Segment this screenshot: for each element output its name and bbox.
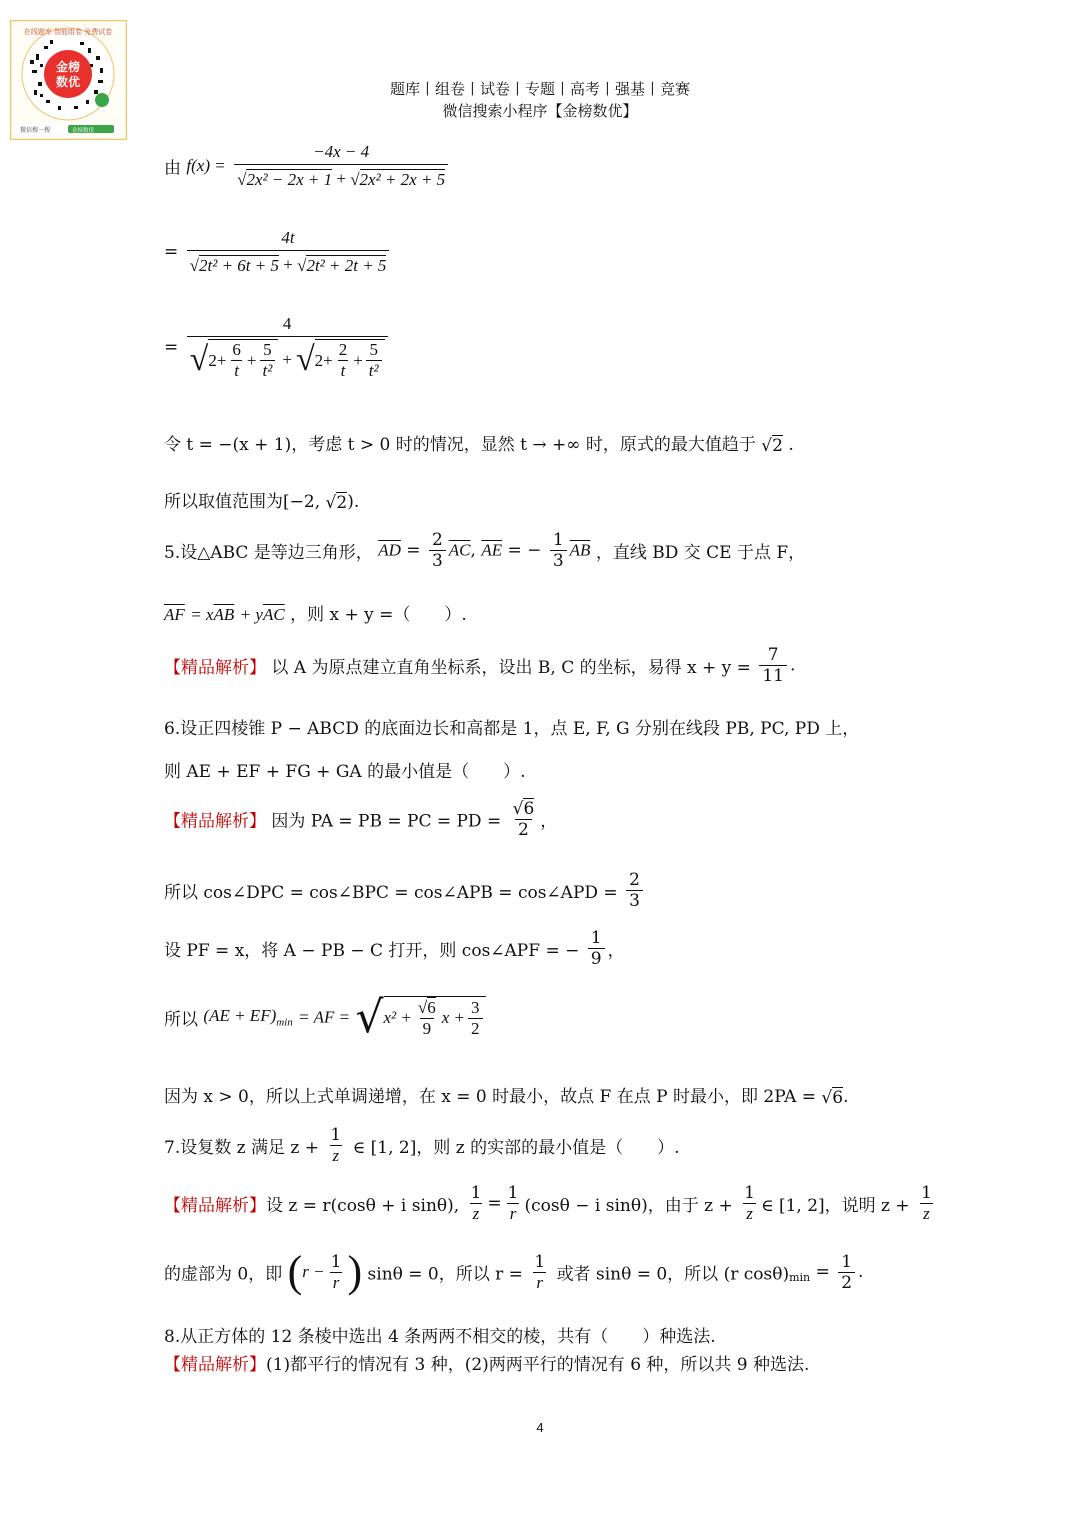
fraction: $\frac{4t}{\text{√2t² + 6t + 5 + √2t² + 2t + 5}}$ (187, 228, 390, 276)
answer-6-line5: 因为 x > 0，所以上式单调递增，在 x = 0 时最小，故点 F 在点 P 时最小，即 2PA = √6. (164, 1087, 849, 1108)
answer-5: 【精品解析】 以 A 为原点建立直角坐标系，设出 B, C 的坐标，易得 x + y = $\frac{7}{11}$ . (164, 645, 796, 686)
header-search-hint: 微信搜索小程序【金榜数优】 (442, 102, 638, 120)
question-5-line1: 5.设△ABC 是等边三角形， $\overline{AD}$ = $\frac{2}{3}$ $\overline{AC}$, $\overline{AE}$ = − $\frac{1}{3}$ $\overline{AB}$ ，直线 BD 交 CE 于点 F， (164, 530, 806, 571)
svg-text:金榜数优: 金榜数优 (72, 128, 95, 134)
answer-7-line1: 【精品解析】设 z = r(cosθ + i sinθ), $\frac{1}{z}$ = $\frac{1}{r}$ (cosθ − i sinθ)，由于 z + $\frac{1}{z}$ ∈ [1, 2]，说明 z + $\frac{1}{z}$ (164, 1183, 932, 1223)
page-number: 4 (536, 1420, 544, 1435)
header-categories: 题库丨组卷丨试卷丨专题丨高考丨强基丨竞赛 (389, 80, 690, 98)
answer-6-line4: 所以 $(AE + EF)_{min}$ = AF = √ x² + $\frac{√6}{9}$ x + $\frac{3}{2}$ (164, 992, 486, 1043)
text-range: 所以取值范围为[−2, √2). (164, 492, 360, 513)
formula-fx-3: = 4 √ 2 + $\frac{6}{t}$ + $\frac{5}{\text{t²}}$ + √ 2 + $\frac{2}{t}$ + $\frac{5}{\text{t²}}$ (164, 314, 391, 381)
svg-text:微信搜一搜: 微信搜一搜 (20, 127, 51, 134)
page-header (0, 78, 1080, 122)
svg-text:数优: 数优 (55, 75, 81, 89)
formula-fx-2: = $\frac{4t}{\text{√2t² + 6t + 5 + √2t² + 2t + 5}}$ (164, 228, 392, 276)
fraction: $\frac{-4x - 4}{\text{√2x² − 2x + 1 + √2x² + 2x + 5}}$ (234, 142, 448, 190)
question-5-line2: $\overline{AF} = x\overline{AB} + y\overline{AC}$ ，则 x + y =（ ）. (164, 605, 467, 625)
question-6-line1: 6.设正四棱锥 P − ABCD 的底面边长和高都是 1，点 E, F, G 分别在线段 PB, PC, PD 上， (164, 719, 860, 739)
answer-6-line1: 【精品解析】 因为 PA = PB = PC = PD = $\frac{√6}{2}$ ， (164, 798, 558, 840)
answer-6-line3: 设 PF = x，将 A − PB − C 打开，则 cos∠APF = − $\frac{1}{9}$ ， (164, 928, 625, 969)
question-6-line2: 则 AE + EF + FG + GA 的最小值是（ ）. (164, 762, 526, 782)
answer-6-line2: 所以 cos∠DPC = cos∠BPC = cos∠APB = cos∠APD = $\frac{2}{3}$ (164, 870, 646, 911)
text-let-t: 令 t = −(x + 1)，考虑 t > 0 时的情况，显然 t → +∞ 时，原式的最大值趋于 √2 . (164, 435, 794, 456)
svg-text:在线题库 智能组卷 免费试卷: 在线题库 智能组卷 免费试卷 (23, 28, 113, 36)
fraction: 4 √ 2 + $\frac{6}{t}$ + $\frac{5}{\text{t²}}$ + √ 2 + $\frac{2}{t}$ + $\frac{5}{\text{t²}}$ (187, 314, 388, 381)
formula-fx-1: 由 f(x) = $\frac{-4x - 4}{\text{√2x² − 2x + 1 + √2x² + 2x + 5}}$ (164, 142, 451, 190)
answer-8: 【精品解析】(1)都平行的情况有 3 种，(2)两两平行的情况有 6 种，所以共 9 种选法. (164, 1355, 810, 1375)
answer-7-line2: 的虚部为 0，即 (r − $\frac{1}{r}$ ) sinθ = 0，所以 r = $\frac{1}{r}$ 或者 sinθ = 0，所以 (r $\cos\theta)_{min}$ = $\frac{1}{2}$ . (164, 1247, 864, 1296)
svg-text:金榜: 金榜 (55, 60, 81, 74)
question-8: 8.从正方体的 12 条棱中选出 4 条两两不相交的棱，共有（ ）种选法. (164, 1327, 716, 1347)
question-7: 7.设复数 z 满足 z + $\frac{1}{z}$ ∈ [1, 2]，则 z 的实部的最小值是（ ）. (164, 1125, 680, 1165)
